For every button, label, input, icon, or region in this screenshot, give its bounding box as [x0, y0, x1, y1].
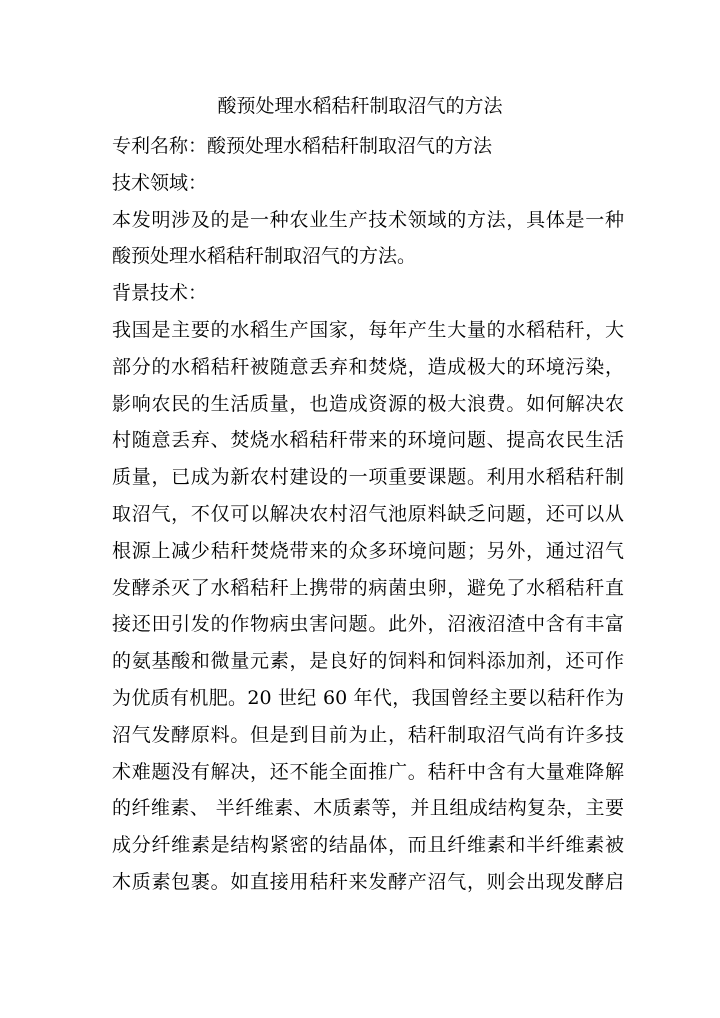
- background-line: 取沼气，不仅可以解决农村沼气池原料缺乏问题，还可以从: [112, 502, 624, 525]
- document-body: [112, 128, 624, 901]
- document-title: 酸预处理水稻秸秆制取沼气的方法: [217, 95, 503, 117]
- background-line: 沼气发酵原料。但是到目前为止，秸秆制取沼气尚有许多技: [112, 723, 624, 746]
- patent-name-line: 专利名称：酸预处理水稻秸秆制取沼气的方法: [112, 135, 493, 157]
- background-line: 发酵杀灭了水稻秸秆上携带的病菌虫卵，避免了水稻秸秆直: [112, 576, 624, 599]
- tech-field-heading: 技术领域：: [112, 171, 208, 194]
- background-line: 成分纤维素是结构紧密的结晶体，而且纤维素和半纤维素被: [112, 834, 624, 857]
- background-line: 接还田引发的作物病虫害问题。此外，沼液沼渣中含有丰富: [112, 613, 624, 636]
- background-line: 村随意丢弃、焚烧水稻秸秆带来的环境问题、提高农民生活: [112, 429, 624, 452]
- background-line: 根源上减少秸秆焚烧带来的众多环境问题；另外，通过沼气: [112, 539, 624, 562]
- background-line: 的纤维素、 半纤维素、木质素等，并且组成结构复杂，主要: [112, 797, 624, 820]
- background-line: 部分的水稻秸秆被随意丢弃和焚烧，造成极大的环境污染，: [112, 355, 624, 378]
- background-line: 影响农民的生活质量，也造成资源的极大浪费。如何解决农: [112, 392, 624, 415]
- tech-field-line: 酸预处理水稻秸秆制取沼气的方法。: [112, 245, 417, 268]
- background-line: 质量，已成为新农村建设的一项重要课题。利用水稻秸秆制: [112, 466, 624, 489]
- background-heading: 背景技术：: [112, 282, 208, 305]
- background-line: 术难题没有解决，还不能全面推广。秸秆中含有大量难降解: [112, 760, 624, 783]
- background-line: 的氨基酸和微量元素，是良好的饲料和饲料添加剂，还可作: [112, 650, 624, 673]
- background-line: 我国是主要的水稻生产国家，每年产生大量的水稻秸秆，大: [112, 318, 624, 341]
- background-line: 为优质有机肥。20 世纪 60 年代，我国曾经主要以秸秆作为: [112, 686, 624, 709]
- background-line: 木质素包裹。如直接用秸秆来发酵产沼气，则会出现发酵启: [112, 870, 624, 893]
- tech-field-line: 本发明涉及的是一种农业生产技术领域的方法，具体是一种: [112, 208, 624, 231]
